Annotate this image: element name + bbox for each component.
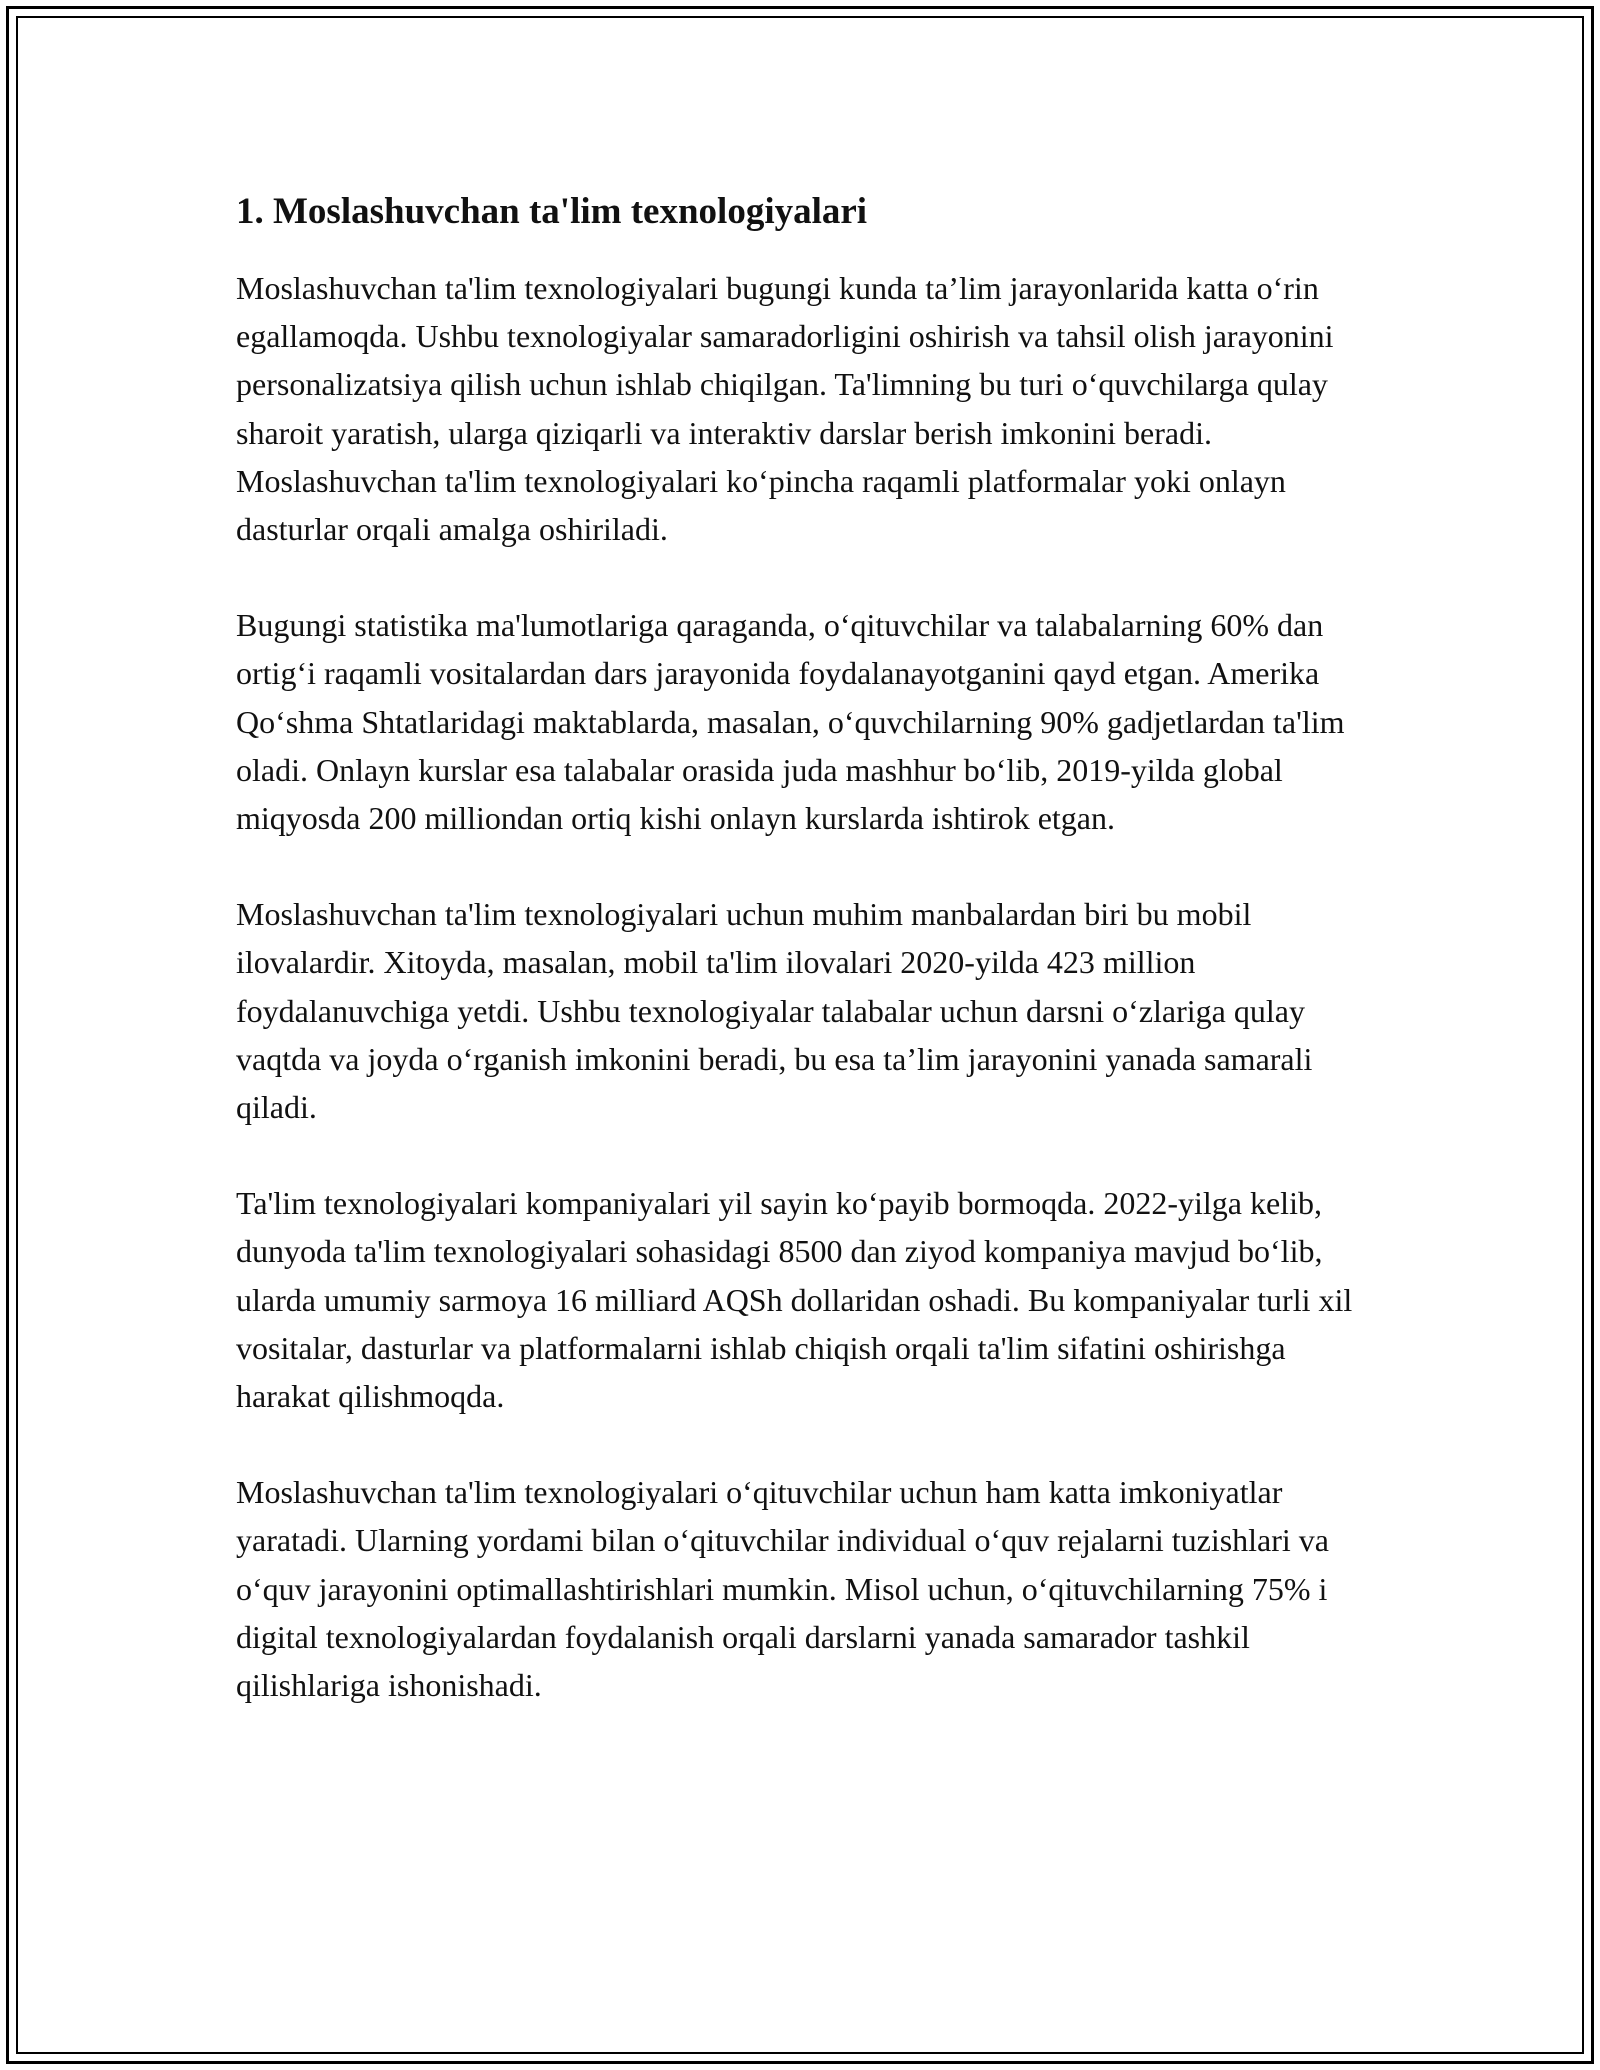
section-heading: 1. Moslashuvchan ta'lim texnologiyalari <box>236 191 868 232</box>
paragraph-edtech-companies: Ta'lim texnologiyalari kompaniyalari yil sayin ko‘payib bormoqda. 2022-yilga kelib, dunyoda ta'lim texnologiyalari sohasidagi 8500 dan ziyod kompaniya mavjud bo‘lib, ularda umumiy sarmoya 16 milliard AQSh dollaridan oshadi. Bu kompaniyalar turli xil vositalar, dasturlar va platformalarni ishlab chiqish orqali ta'lim sifatini oshirishga harakat qilishmoqda. <box>236 1185 1353 1415</box>
paragraph-mobile-apps: Moslashuvchan ta'lim texnologiyalari uchun muhim manbalardan biri bu mobil ilovalardir. Xitoyda, masalan, mobil ta'lim ilovalari 2020-yilda 423 million foydalanuvchiga yetdi. Ushbu texnologiyalar talabalar uchun darsni o‘zlariga qulay vaqtda va joyda o‘rganish imkonini beradi, bu esa ta’lim jarayonini yanada samarali qiladi. <box>236 896 1313 1126</box>
paragraph-statistics: Bugungi statistika ma'lumotlariga qaraganda, o‘qituvchilar va talabalarning 60% dan ortig‘i raqamli vositalardan dars jarayonida foydalanayotganini qayd etgan. Amerika Qo‘shma Shtatlaridagi maktablarda, masalan, o‘quvchilarning 90% gadjetlardan ta'lim oladi. Onlayn kurslar esa talabalar orasida juda mashhur bo‘lib, 2019-yilda global miqyosda 200 milliondan ortiq kishi onlayn kurslarda ishtirok etgan. <box>236 607 1345 837</box>
paragraph-teachers: Moslashuvchan ta'lim texnologiyalari o‘qituvchilar uchun ham katta imkoniyatlar yaratadi. Ularning yordami bilan o‘qituvchilar individual o‘quv rejalarni tuzishlari va o‘quv jarayonini optimallashtirishlari mumkin. Misol uchun, o‘qituvchilarning 75% i digital texnologiyalardan foydalanish orqali darslarni yanada samarador tashkil qilishlariga ishonishadi. <box>236 1474 1329 1704</box>
document-body <box>236 186 1366 1757</box>
paragraph-intro: Moslashuvchan ta'lim texnologiyalari bugungi kunda ta’lim jarayonlarida katta o‘rin egallamoqda. Ushbu texnologiyalar samaradorligini oshirish va tahsil olish jarayonini personalizatsiya qilish uchun ishlab chiqilgan. Ta'limning bu turi o‘quvchilarga qulay sharoit yaratish, ularga qiziqarli va interaktiv darslar berish imkonini beradi. Moslashuvchan ta'lim texnologiyalari ko‘pincha raqamli platformalar yoki onlayn dasturlar orqali amalga oshiriladi. <box>236 270 1334 548</box>
